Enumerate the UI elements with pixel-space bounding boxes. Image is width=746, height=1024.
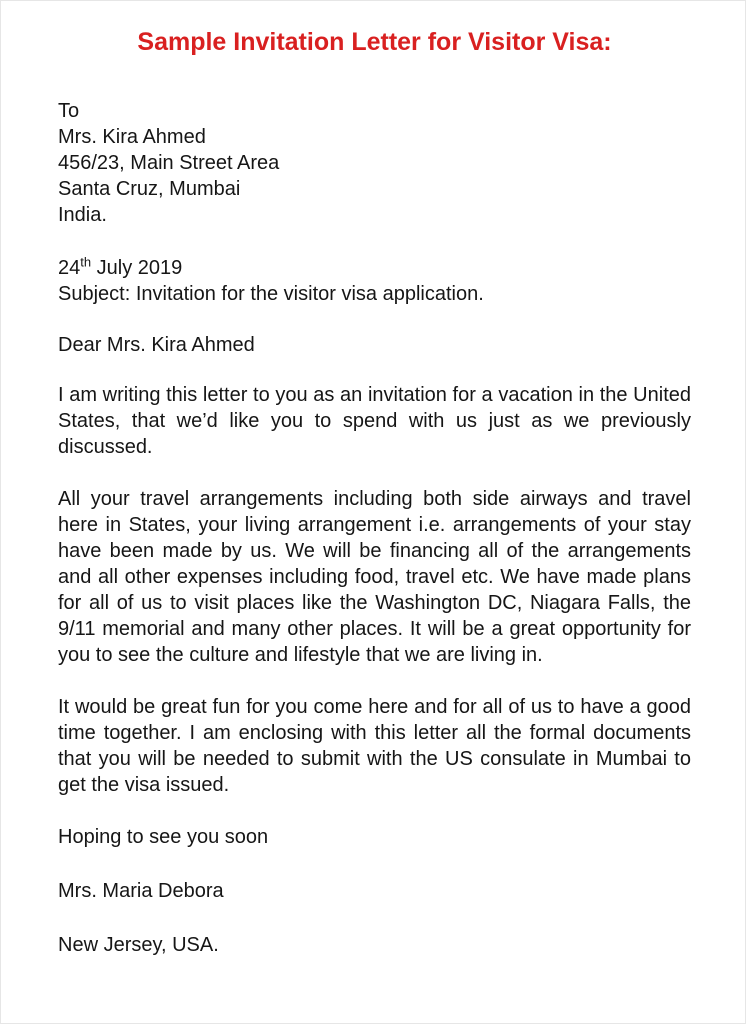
- signature-location: New Jersey, USA.: [58, 934, 219, 956]
- address-to-label: To: [58, 100, 80, 122]
- page-title: Sample Invitation Letter for Visitor Visa:: [137, 28, 612, 56]
- address-line-name: Mrs. Kira Ahmed: [58, 126, 206, 148]
- body-paragraph-3: It would be great fun for you come here and for all of us to have a good time together. I am enclosing with this letter all the formal documents that you will be needed to submit with the US consulate in Mumbai to get the visa issued.: [58, 696, 691, 796]
- address-line-street: 456/23, Main Street Area: [58, 152, 280, 174]
- closing-line: Hoping to see you soon: [58, 826, 269, 848]
- recipient-address-block: [58, 98, 691, 228]
- date-line: [58, 255, 691, 281]
- body-paragraph-1: I am writing this letter to you as an invitation for a vacation in the United States, that we’d like you to spend with us just as we previously discussed.: [58, 384, 691, 458]
- greeting-line: Dear Mrs. Kira Ahmed: [58, 334, 255, 356]
- date-day: 24: [58, 257, 81, 279]
- signature-name: Mrs. Maria Debora: [58, 880, 224, 902]
- subject-line: Subject: Invitation for the visitor visa application.: [58, 283, 484, 305]
- date-month-year: July 2019: [96, 257, 183, 279]
- date-ordinal-suffix: th: [80, 254, 92, 270]
- address-line-country: India.: [58, 204, 107, 226]
- address-line-city: Santa Cruz, Mumbai: [58, 178, 241, 200]
- body-paragraph-2: All your travel arrangements including both side airways and travel here in States, your living arrangement i.e. arrangements of your stay have been made by us. We will be financing all of the arrangements and all other expenses including food, travel etc. We have made plans for all of us to visit places like the Washington DC, Niagara Falls, the 9/11 memorial and many other places. It will be a great opportunity for you to see the culture and lifestyle that we are living in.: [58, 488, 691, 666]
